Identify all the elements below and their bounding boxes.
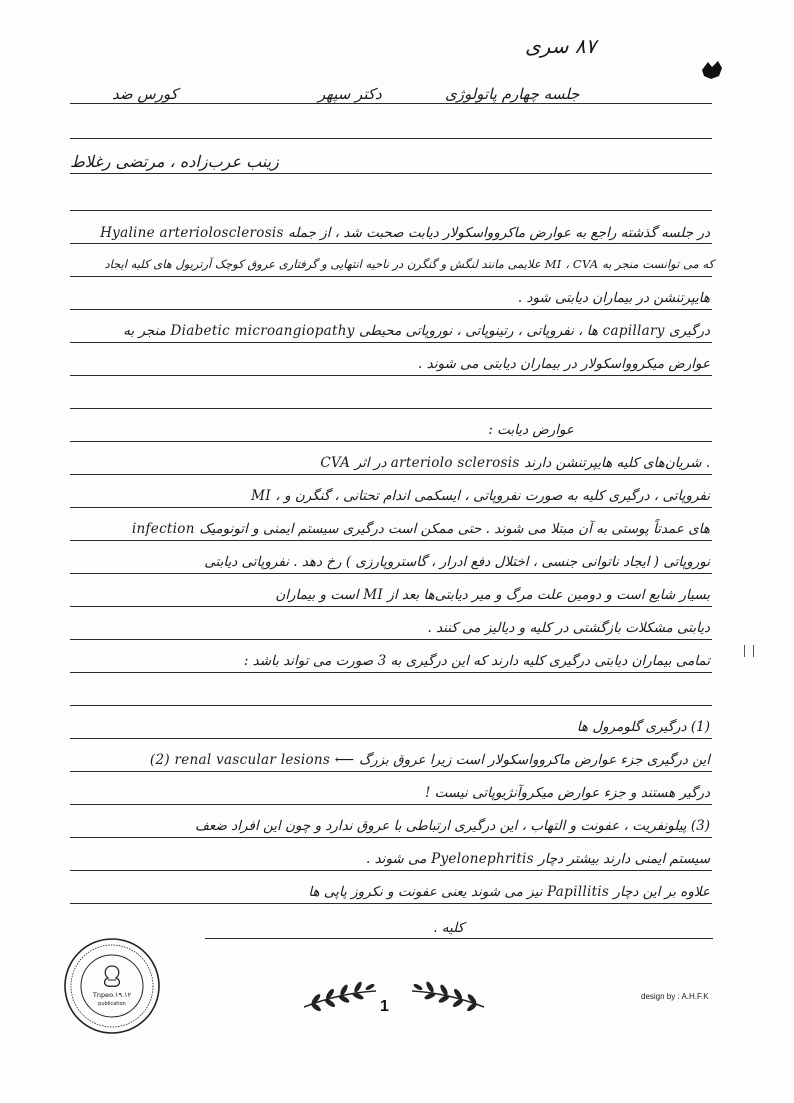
ruled-line xyxy=(70,705,712,706)
page-number: 1 xyxy=(380,998,389,1015)
session-number: ۸۷ سری xyxy=(525,34,597,58)
section-heading: عوارض دیابت : xyxy=(488,422,574,438)
ruled-line xyxy=(70,507,712,508)
list-item: (1) درگیری گلومرول ها xyxy=(576,719,710,735)
ruled-line xyxy=(70,138,712,139)
ruled-line xyxy=(70,804,712,805)
ruled-line xyxy=(70,672,712,673)
text-line: دیابتی مشکلات بازگشتی در کلیه و دیالیز می کنند . xyxy=(427,620,710,636)
ruled-line xyxy=(70,474,712,475)
seal-label: Tnpeo.۱۹.۱۲ xyxy=(92,991,132,999)
list-item: درگیر هستند و جزء عوارض میکروآنژیوپاتی نیست ! xyxy=(424,785,710,801)
text-line: infection های عمدتاً پوستی به آن مبتلا می شوند . حتی ممکن است درگیری سیستم ایمنی و اتونومیک xyxy=(131,521,710,537)
ruled-line xyxy=(70,540,712,541)
ruled-line xyxy=(70,738,712,739)
publication-seal-icon xyxy=(62,936,162,1036)
text-line: نوروپاتی ( ایجاد ناتوانی جنسی ، اختلال دفع ادرار ، گاستروپارزی ) رخ دهد . نفروپاتی دیابتی xyxy=(204,554,710,570)
text-line: MI ، نفروپاتی ، درگیری کلیه به صورت نفروپاتی ، ایسکمی اندام تحتانی ، گنگرن و xyxy=(251,488,710,504)
list-item: (2) renal vascular lesions ⟵ این درگیری جزء عوارض ماکروواسکولار است زیرا عروق بزرگ xyxy=(149,752,710,768)
list-item: کلیه . xyxy=(433,920,464,936)
list-item: علاوه بر این دچار Papillitis نیز می شوند یعنی عفونت و نکروز پاپی ها xyxy=(308,884,710,900)
session-title: جلسه چهارم پاتولوژی xyxy=(445,85,580,103)
ruled-line xyxy=(70,903,712,904)
ruled-line xyxy=(70,375,712,376)
text-line: عوارض میکروواسکولار در بیماران دیابتی می شوند . xyxy=(418,356,710,372)
ruled-line xyxy=(205,938,713,939)
list-item: سیستم ایمنی دارند بیشتر دچار Pyelonephritis می شوند . xyxy=(366,851,710,867)
margin-mark xyxy=(744,645,754,657)
text-line: بسیار شایع است و دومین علت مرگ و میر دیابتی‌ها بعد از MI است و بیماران xyxy=(275,587,710,603)
text-line: هایپرتنشن در بیماران دیابتی شود . xyxy=(517,290,710,306)
ruled-line xyxy=(70,606,712,607)
text-line: درگیری capillary ها ، نفروپاتی ، رتینوپاتی ، نوروپاتی محیطی Diabetic microangiopathy منجر به xyxy=(123,323,710,339)
laurel-left-icon xyxy=(300,977,380,1011)
designer-credit: design by : A.H.F.K xyxy=(641,992,709,1001)
ruled-line xyxy=(70,173,712,174)
laurel-right-icon xyxy=(408,977,488,1011)
ruled-line xyxy=(70,243,712,244)
ruled-line xyxy=(70,771,712,772)
ruled-line xyxy=(70,342,712,343)
ruled-line xyxy=(70,276,712,277)
ruled-line xyxy=(70,573,712,574)
ink-blot-icon xyxy=(698,58,726,82)
list-item: (3) پیلونفریت ، عفونت و التهاب ، این درگیری ارتباطی با عروق ندارد و چون این افراد ضعف xyxy=(195,818,710,834)
ruled-line xyxy=(70,870,712,871)
teacher-name: دکتر سپهر xyxy=(318,85,382,103)
ruled-line xyxy=(70,639,712,640)
ruled-line xyxy=(70,309,712,310)
ruled-line xyxy=(70,441,712,442)
course-name: کورس ضد xyxy=(112,85,178,103)
text-line: که می توانست منجر به MI ، CVA علایمی مانند لنگش و گنگرن در ناحیه انتهایی و گرفتاری عروق کوچک آرتریول های کلیه ایجاد xyxy=(104,257,714,271)
author-names: زینب عرب‌زاده ، مرتضی رغلاط xyxy=(70,152,279,171)
text-line: CVA در اثر arteriolo sclerosis شریان‌های کلیه هایپرتنشن دارند . xyxy=(320,455,710,471)
text-line: در جلسه گذشته راجع به عوارض ماکروواسکولار دیابت صحبت شد ، از جمله Hyaline arteriolosclerosis xyxy=(100,225,710,241)
ruled-line xyxy=(70,210,712,211)
ruled-line xyxy=(70,103,712,104)
seal-sub: publication xyxy=(98,1001,126,1007)
text-line: تمامی بیماران دیابتی درگیری کلیه دارند که این درگیری به 3 صورت می تواند باشد : xyxy=(243,653,710,669)
ruled-line xyxy=(70,408,712,409)
ruled-line xyxy=(70,837,712,838)
